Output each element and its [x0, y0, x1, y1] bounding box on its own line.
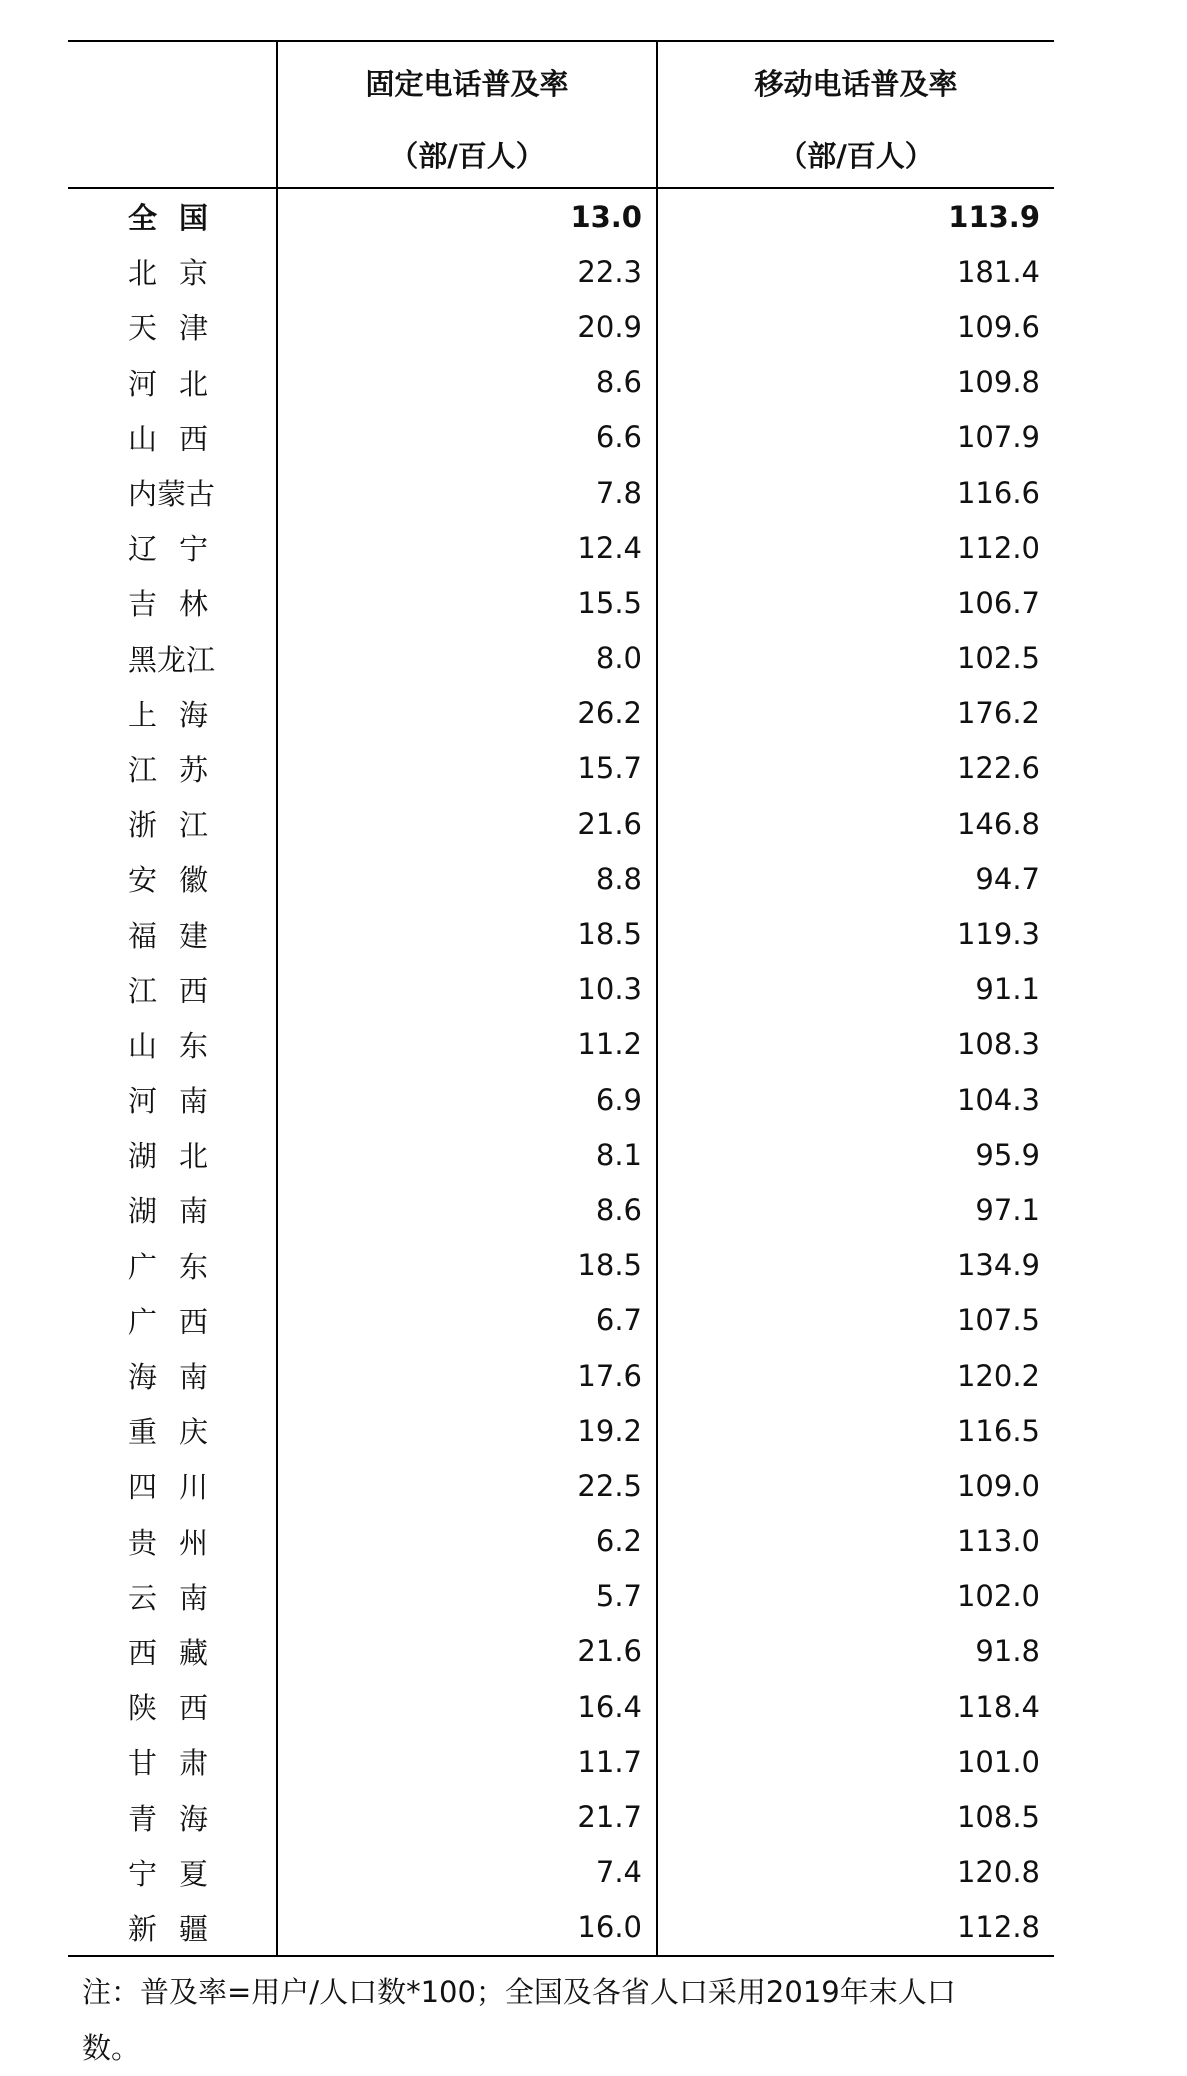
region-cell [68, 1017, 276, 1072]
fixed-phone-rate: 26.2 [276, 686, 656, 741]
region-cell [68, 851, 276, 906]
table-row [68, 1845, 1054, 1900]
mobile-phone-rate: 108.5 [656, 1789, 1054, 1844]
region-name: 内蒙古 [128, 477, 216, 512]
fixed-phone-rate: 21.6 [276, 1624, 656, 1679]
region-name: 山西 [128, 421, 231, 456]
region-cell [68, 796, 276, 851]
mobile-phone-rate: 120.8 [656, 1845, 1054, 1900]
mobile-phone-rate: 109.8 [656, 355, 1054, 410]
mobile-phone-rate: 107.9 [656, 410, 1054, 465]
table-row [68, 410, 1054, 465]
region-cell [68, 1624, 276, 1679]
region-name: 山东 [128, 1028, 231, 1063]
fixed-phone-rate: 6.6 [276, 410, 656, 465]
region-name: 重庆 [128, 1415, 231, 1450]
region-cell [68, 1403, 276, 1458]
fixed-phone-rate: 11.2 [276, 1017, 656, 1072]
region-name: 广西 [128, 1304, 231, 1339]
fixed-phone-rate: 10.3 [276, 962, 656, 1017]
mobile-phone-rate: 106.7 [656, 575, 1054, 630]
fixed-phone-rate: 20.9 [276, 299, 656, 354]
table-row [68, 1789, 1054, 1844]
fixed-phone-rate: 16.0 [276, 1900, 656, 1955]
region-cell [68, 189, 276, 244]
region-name: 全国 [128, 201, 231, 236]
table-row [68, 851, 1054, 906]
region-cell [68, 1238, 276, 1293]
region-cell [68, 1348, 276, 1403]
fixed-phone-rate: 11.7 [276, 1734, 656, 1789]
region-cell [68, 1127, 276, 1182]
region-name: 安徽 [128, 863, 231, 898]
region-cell [68, 410, 276, 465]
mobile-phone-rate: 109.0 [656, 1458, 1054, 1513]
region-cell [68, 520, 276, 575]
table-row [68, 1072, 1054, 1127]
region-name: 福建 [128, 918, 231, 953]
fixed-phone-rate: 22.5 [276, 1458, 656, 1513]
footnote [82, 1964, 1042, 2076]
fixed-phone-rate: 8.6 [276, 1182, 656, 1237]
mobile-phone-rate: 107.5 [656, 1293, 1054, 1348]
mobile-phone-rate: 146.8 [656, 796, 1054, 851]
mobile-phone-rate: 122.6 [656, 741, 1054, 796]
region-cell [68, 906, 276, 961]
region-name: 宁夏 [128, 1856, 231, 1891]
mobile-phone-rate: 102.5 [656, 631, 1054, 686]
fixed-phone-rate: 8.8 [276, 851, 656, 906]
region-cell [68, 962, 276, 1017]
region-name: 青海 [128, 1801, 231, 1836]
region-cell [68, 686, 276, 741]
fixed-phone-rate: 13.0 [276, 189, 656, 244]
region-name: 湖北 [128, 1139, 231, 1174]
header-region [68, 42, 276, 187]
table-row [68, 299, 1054, 354]
mobile-phone-rate: 119.3 [656, 906, 1054, 961]
mobile-phone-rate: 101.0 [656, 1734, 1054, 1789]
fixed-phone-rate: 15.5 [276, 575, 656, 630]
region-cell [68, 1900, 276, 1955]
table-row [68, 1182, 1054, 1237]
mobile-phone-rate: 120.2 [656, 1348, 1054, 1403]
fixed-phone-rate: 8.6 [276, 355, 656, 410]
fixed-phone-rate: 6.7 [276, 1293, 656, 1348]
fixed-phone-rate: 19.2 [276, 1403, 656, 1458]
region-cell [68, 575, 276, 630]
table-row [68, 1458, 1054, 1513]
fixed-phone-rate: 16.4 [276, 1679, 656, 1734]
table-row [68, 741, 1054, 796]
table-row-total [68, 189, 1054, 244]
region-name: 黑龙江 [128, 642, 216, 677]
region-name: 吉林 [128, 587, 231, 622]
region-cell [68, 465, 276, 520]
table-row [68, 1348, 1054, 1403]
table-row [68, 686, 1054, 741]
mobile-phone-rate: 104.3 [656, 1072, 1054, 1127]
region-name: 四川 [128, 1470, 231, 1505]
fixed-phone-rate: 22.3 [276, 244, 656, 299]
table-row [68, 465, 1054, 520]
fixed-phone-rate: 7.4 [276, 1845, 656, 1900]
fixed-phone-rate: 21.6 [276, 796, 656, 851]
region-name: 江苏 [128, 752, 231, 787]
table-row [68, 1900, 1054, 1955]
region-name: 海南 [128, 1360, 231, 1395]
fixed-phone-rate: 12.4 [276, 520, 656, 575]
mobile-phone-rate: 118.4 [656, 1679, 1054, 1734]
data-table [68, 40, 1054, 1957]
table-row [68, 1238, 1054, 1293]
mobile-phone-rate: 109.6 [656, 299, 1054, 354]
table-row [68, 1127, 1054, 1182]
fixed-phone-rate: 15.7 [276, 741, 656, 796]
region-cell [68, 244, 276, 299]
table-row [68, 631, 1054, 686]
mobile-phone-rate: 112.0 [656, 520, 1054, 575]
region-cell [68, 1458, 276, 1513]
fixed-phone-rate: 18.5 [276, 1238, 656, 1293]
fixed-phone-rate: 7.8 [276, 465, 656, 520]
mobile-phone-rate: 94.7 [656, 851, 1054, 906]
fixed-phone-rate: 21.7 [276, 1789, 656, 1844]
fixed-phone-rate: 18.5 [276, 906, 656, 961]
region-name: 贵州 [128, 1525, 231, 1560]
mobile-phone-rate: 95.9 [656, 1127, 1054, 1182]
mobile-phone-rate: 91.1 [656, 962, 1054, 1017]
header-fixed-phone [276, 42, 656, 187]
fixed-phone-rate: 6.2 [276, 1514, 656, 1569]
region-name: 上海 [128, 697, 231, 732]
table-row [68, 1569, 1054, 1624]
region-name: 辽宁 [128, 532, 231, 567]
region-cell [68, 299, 276, 354]
mobile-phone-rate: 116.5 [656, 1403, 1054, 1458]
header-fixed-phone-unit: （部/百人） [389, 139, 545, 173]
fixed-phone-rate: 17.6 [276, 1348, 656, 1403]
table-row [68, 1403, 1054, 1458]
mobile-phone-rate: 91.8 [656, 1624, 1054, 1679]
region-cell [68, 1514, 276, 1569]
table-row [68, 520, 1054, 575]
table-row [68, 1514, 1054, 1569]
region-name: 浙江 [128, 808, 231, 843]
table-row [68, 244, 1054, 299]
table-header [68, 42, 1054, 189]
mobile-phone-rate: 97.1 [656, 1182, 1054, 1237]
region-name: 云南 [128, 1580, 231, 1615]
fixed-phone-rate: 5.7 [276, 1569, 656, 1624]
region-cell [68, 355, 276, 410]
table-body [68, 189, 1054, 1955]
mobile-phone-rate: 112.8 [656, 1900, 1054, 1955]
header-mobile-phone [656, 42, 1054, 187]
region-name: 河南 [128, 1084, 231, 1119]
region-cell [68, 741, 276, 796]
header-mobile-phone-unit: （部/百人） [778, 139, 934, 173]
table-row [68, 355, 1054, 410]
table-row [68, 1679, 1054, 1734]
mobile-phone-rate: 134.9 [656, 1238, 1054, 1293]
mobile-phone-rate: 116.6 [656, 465, 1054, 520]
region-cell [68, 1293, 276, 1348]
region-cell [68, 631, 276, 686]
mobile-phone-rate: 113.0 [656, 1514, 1054, 1569]
region-name: 陕西 [128, 1691, 231, 1726]
fixed-phone-rate: 6.9 [276, 1072, 656, 1127]
mobile-phone-rate: 108.3 [656, 1017, 1054, 1072]
region-cell [68, 1734, 276, 1789]
fixed-phone-rate: 8.0 [276, 631, 656, 686]
mobile-phone-rate: 181.4 [656, 244, 1054, 299]
region-name: 新疆 [128, 1911, 231, 1946]
footnote-line-1: 注：普及率=用户/人口数*100；全国及各省人口采用2019年末人口 [82, 1975, 956, 2009]
region-cell [68, 1182, 276, 1237]
region-cell [68, 1072, 276, 1127]
region-cell [68, 1679, 276, 1734]
region-name: 西藏 [128, 1635, 231, 1670]
header-mobile-phone-title: 移动电话普及率 [754, 67, 958, 101]
region-name: 广东 [128, 1249, 231, 1284]
region-name: 甘肃 [128, 1746, 231, 1781]
region-name: 河北 [128, 366, 231, 401]
table-row [68, 1734, 1054, 1789]
table-row [68, 962, 1054, 1017]
fixed-phone-rate: 8.1 [276, 1127, 656, 1182]
footnote-line-2: 数。 [82, 2031, 141, 2065]
table-row [68, 906, 1054, 961]
region-cell [68, 1569, 276, 1624]
region-name: 天津 [128, 311, 231, 346]
region-name: 湖南 [128, 1194, 231, 1229]
table-row [68, 1624, 1054, 1679]
table-row [68, 796, 1054, 851]
table-row [68, 1017, 1054, 1072]
bottom-rule [68, 1955, 1054, 1957]
region-cell [68, 1789, 276, 1844]
header-fixed-phone-title: 固定电话普及率 [365, 67, 569, 101]
mobile-phone-rate: 176.2 [656, 686, 1054, 741]
mobile-phone-rate: 113.9 [656, 189, 1054, 244]
table-row [68, 1293, 1054, 1348]
region-name: 北京 [128, 256, 231, 291]
table-row [68, 575, 1054, 630]
mobile-phone-rate: 102.0 [656, 1569, 1054, 1624]
region-cell [68, 1845, 276, 1900]
region-name: 江西 [128, 973, 231, 1008]
